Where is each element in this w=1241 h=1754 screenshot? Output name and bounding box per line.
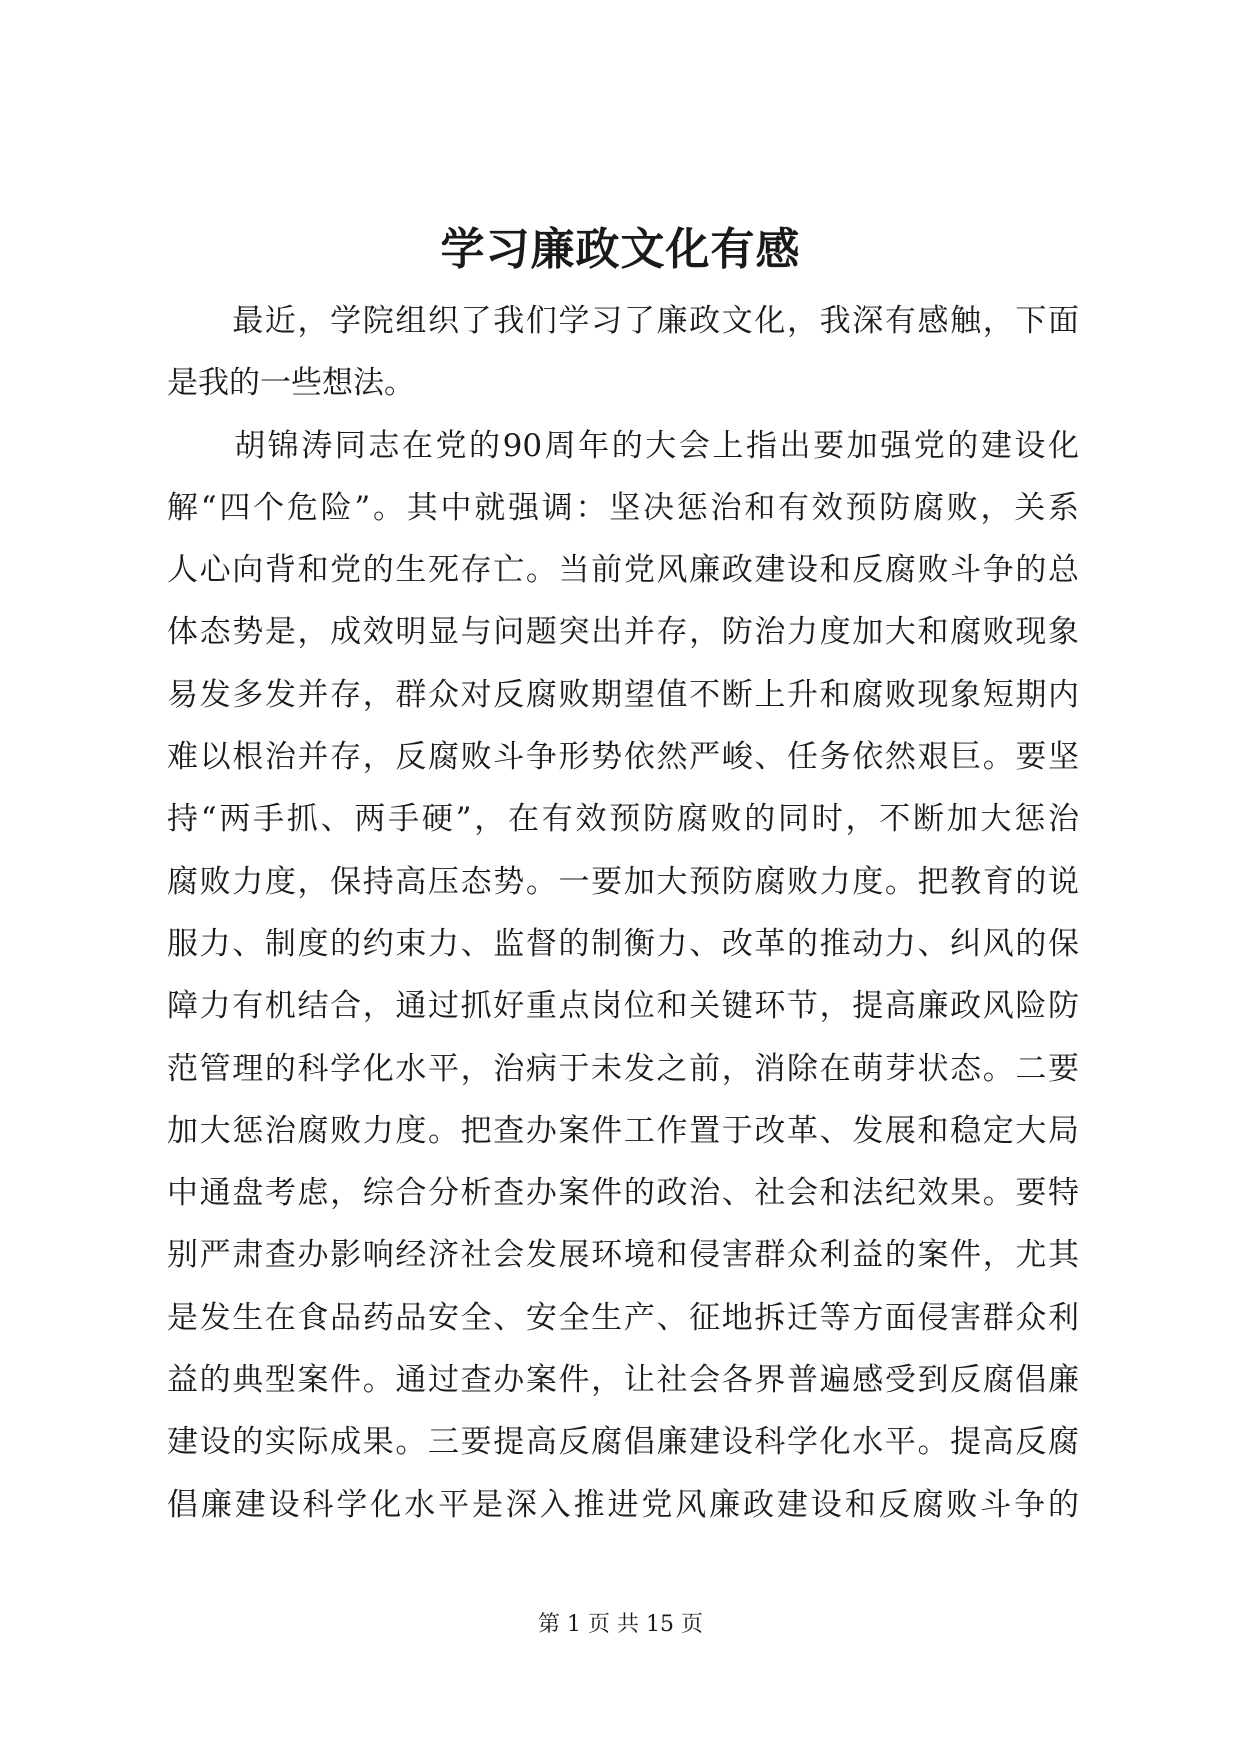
- body-line: 人心向背和党的生死存亡。当前党风廉政建设和反腐败斗争的总: [167, 552, 1079, 589]
- body-line: 加大惩治腐败力度。把查办案件工作置于改革、发展和稳定大局: [167, 1112, 1079, 1149]
- page-footer: 第 1 页 共 15 页: [538, 1612, 703, 1637]
- body-line: 别严肃查办影响经济社会发展环境和侵害群众利益的案件，尤其: [167, 1237, 1079, 1274]
- body-line: 服力、制度的约束力、监督的制衡力、改革的推动力、纠风的保: [167, 925, 1079, 962]
- body-line: 益的典型案件。通过查办案件，让社会各界普遍感受到反腐倡廉: [167, 1362, 1079, 1399]
- body-line: 是发生在食品药品安全、安全生产、征地拆迁等方面侵害群众利: [167, 1299, 1079, 1336]
- body-line: 范管理的科学化水平，治病于未发之前，消除在萌芽状态。二要: [167, 1050, 1079, 1087]
- body-line: 最近，学院组织了我们学习了廉政文化，我深有感触，下面: [167, 303, 1079, 339]
- body-line: 障力有机结合，通过抓好重点岗位和关键环节，提高廉政风险防: [167, 988, 1079, 1025]
- body-line: 倡廉建设科学化水平是深入推进党风廉政建设和反腐败斗争的: [167, 1486, 1079, 1523]
- body-line: 体态势是，成效明显与问题突出并存，防治力度加大和腐败现象: [167, 614, 1079, 651]
- body-line: 解“四个危险”。其中就强调：坚决惩治和有效预防腐败，关系: [167, 489, 1079, 526]
- body-line: 中通盘考虑，综合分析查办案件的政治、社会和法纪效果。要特: [167, 1175, 1079, 1212]
- document-title: 学习廉政文化有感: [440, 224, 801, 275]
- body-line: 难以根治并存，反腐败斗争形势依然严峻、任务依然艰巨。要坚: [167, 739, 1079, 776]
- body-line: 建设的实际成果。三要提高反腐倡廉建设科学化水平。提高反腐: [167, 1424, 1079, 1461]
- body-line: 是我的一些想法。: [167, 365, 415, 402]
- body-line: 持“两手抓、两手硬”，在有效预防腐败的同时，不断加大惩治: [167, 801, 1079, 838]
- body-line: 胡锦涛同志在党的90周年的大会上指出要加强党的建设化: [167, 427, 1079, 464]
- body-line: 腐败力度，保持高压态势。一要加大预防腐败力度。把教育的说: [167, 863, 1079, 900]
- body-line: 易发多发并存，群众对反腐败期望值不断上升和腐败现象短期内: [167, 676, 1079, 713]
- document-body: [167, 290, 1079, 1536]
